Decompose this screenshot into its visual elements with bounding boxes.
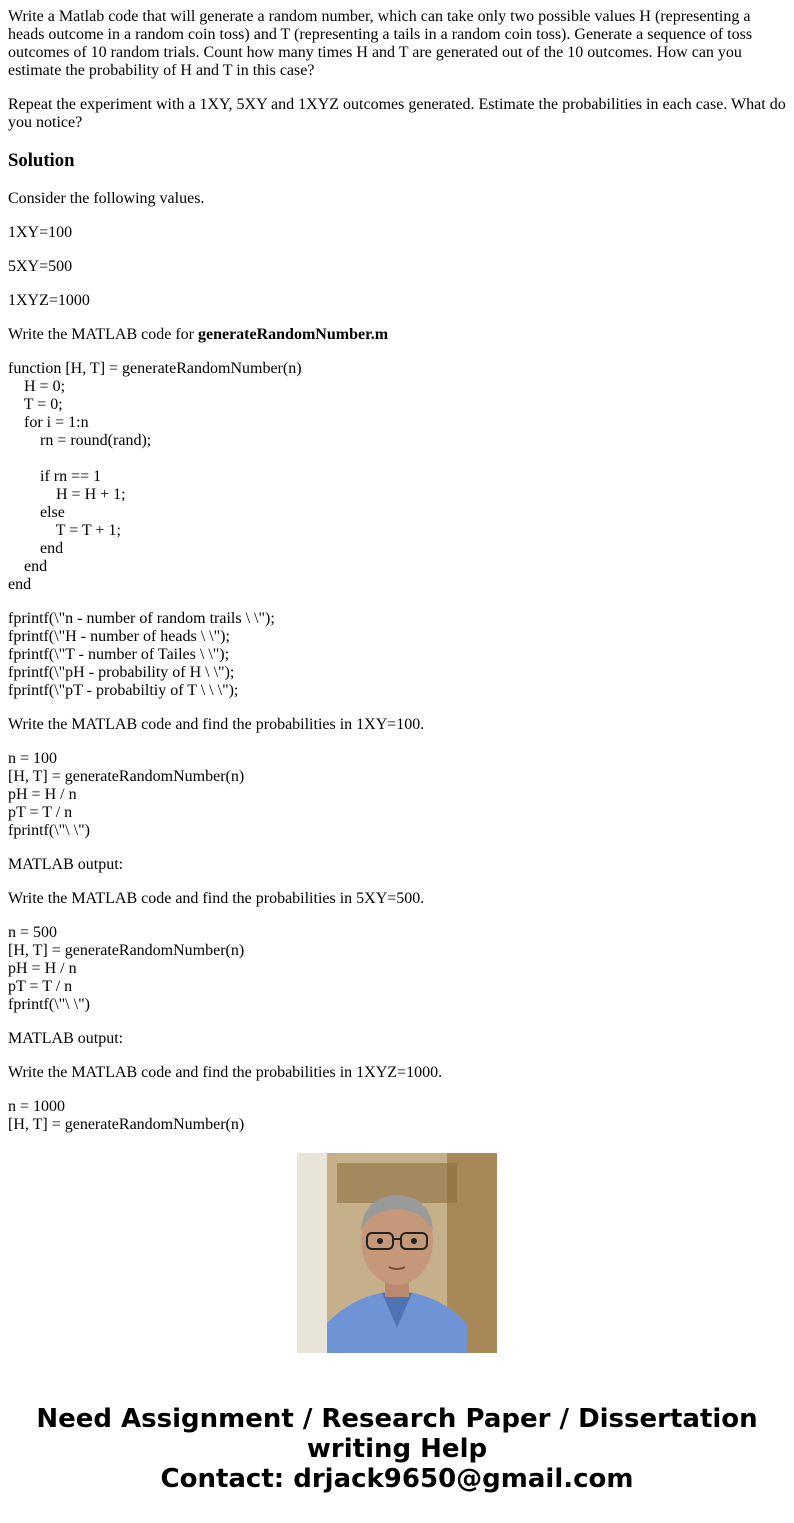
- author-portrait-image: [297, 1153, 497, 1353]
- case3-code-block: [8, 1098, 790, 1134]
- question-paragraph-1: Write a Matlab code that will generate a random number, which can take only two possible values H (representing a heads outcome in a random coin toss) and T (representing a tails in a random coin toss). Generate a sequence of toss outcomes of 10 random trials. Count how many times H and T are generated out of the 10 outcomes. How can you estimate the probability of H and T in this case?: [8, 8, 753, 79]
- promo-line-2: writing Help: [306, 1434, 488, 1464]
- code-line: [8, 450, 790, 468]
- code-line: fprintf(\"\ \"): [8, 822, 90, 839]
- solution-intro: Consider the following values.: [8, 190, 205, 207]
- case1-intro: Write the MATLAB code and find the probabilities in 1XY=100.: [8, 716, 425, 733]
- code-line: n = 100: [8, 750, 58, 767]
- avatar: [297, 1153, 497, 1353]
- code-line: T = 0;: [8, 396, 63, 413]
- case3-intro: Write the MATLAB code and find the probabilities in 1XYZ=1000.: [8, 1064, 443, 1081]
- code-line: n = 500: [8, 924, 58, 941]
- code-line: pT = T / n: [8, 978, 73, 995]
- code-intro: [8, 326, 790, 344]
- code-line: fprintf(\"\ \"): [8, 996, 90, 1013]
- solution-heading: Solution: [8, 150, 75, 171]
- code-line: H = H + 1;: [8, 486, 126, 503]
- code-line: H = 0;: [8, 378, 66, 395]
- code-line: for i = 1:n: [8, 414, 89, 431]
- code-line: fprintf(\"pH - probability of H \ \");: [8, 664, 235, 681]
- code-line: [H, T] = generateRandomNumber(n): [8, 1116, 245, 1133]
- code-line: [H, T] = generateRandomNumber(n): [8, 942, 245, 959]
- fprintf-code-block: [8, 610, 790, 700]
- code-line: pH = H / n: [8, 960, 77, 977]
- code-line: fprintf(\"H - number of heads \ \");: [8, 628, 230, 645]
- value-1xyz: 1XYZ=1000: [8, 292, 90, 309]
- function-code-block: [8, 360, 790, 594]
- code-line: pH = H / n: [8, 786, 77, 803]
- code-line: pT = T / n: [8, 804, 73, 821]
- case2-output-label: MATLAB output:: [8, 1030, 124, 1047]
- code-line: end: [8, 540, 64, 557]
- case2-code-block: [8, 924, 790, 1014]
- code-line: n = 1000: [8, 1098, 66, 1115]
- promo-line-1: Need Assignment / Research Paper / Dissertation: [36, 1404, 758, 1434]
- case1-output-label: MATLAB output:: [8, 856, 124, 873]
- case2-intro: Write the MATLAB code and find the probabilities in 5XY=500.: [8, 890, 425, 907]
- code-line: function [H, T] = generateRandomNumber(n): [8, 360, 302, 377]
- code-intro-filename: generateRandomNumber.m: [197, 326, 389, 343]
- code-line: end: [8, 576, 32, 593]
- code-line: fprintf(\"pT - probabiltiy of T \ \ \");: [8, 682, 239, 699]
- question-paragraph-2: Repeat the experiment with a 1XY, 5XY and 1XYZ outcomes generated. Estimate the probabilities in each case. What do you notice?: [8, 96, 786, 131]
- code-line: rn = round(rand);: [8, 432, 152, 449]
- code-line: if rn == 1: [8, 468, 102, 485]
- code-line: T = T + 1;: [8, 522, 121, 539]
- case1-code-block: [8, 750, 790, 840]
- document-content: [8, 0, 790, 1133]
- value-5xy: 5XY=500: [8, 258, 73, 275]
- promo-banner: [0, 1404, 794, 1494]
- code-line: fprintf(\"n - number of random trails \ \");: [8, 610, 275, 627]
- code-intro-text: Write the MATLAB code for: [8, 326, 198, 343]
- code-line: else: [8, 504, 65, 521]
- code-line: [H, T] = generateRandomNumber(n): [8, 768, 245, 785]
- code-line: end: [8, 558, 48, 575]
- promo-contact: Contact: drjack9650@gmail.com: [160, 1464, 634, 1494]
- value-1xy: 1XY=100: [8, 224, 73, 241]
- code-line: fprintf(\"T - number of Tailes \ \");: [8, 646, 230, 663]
